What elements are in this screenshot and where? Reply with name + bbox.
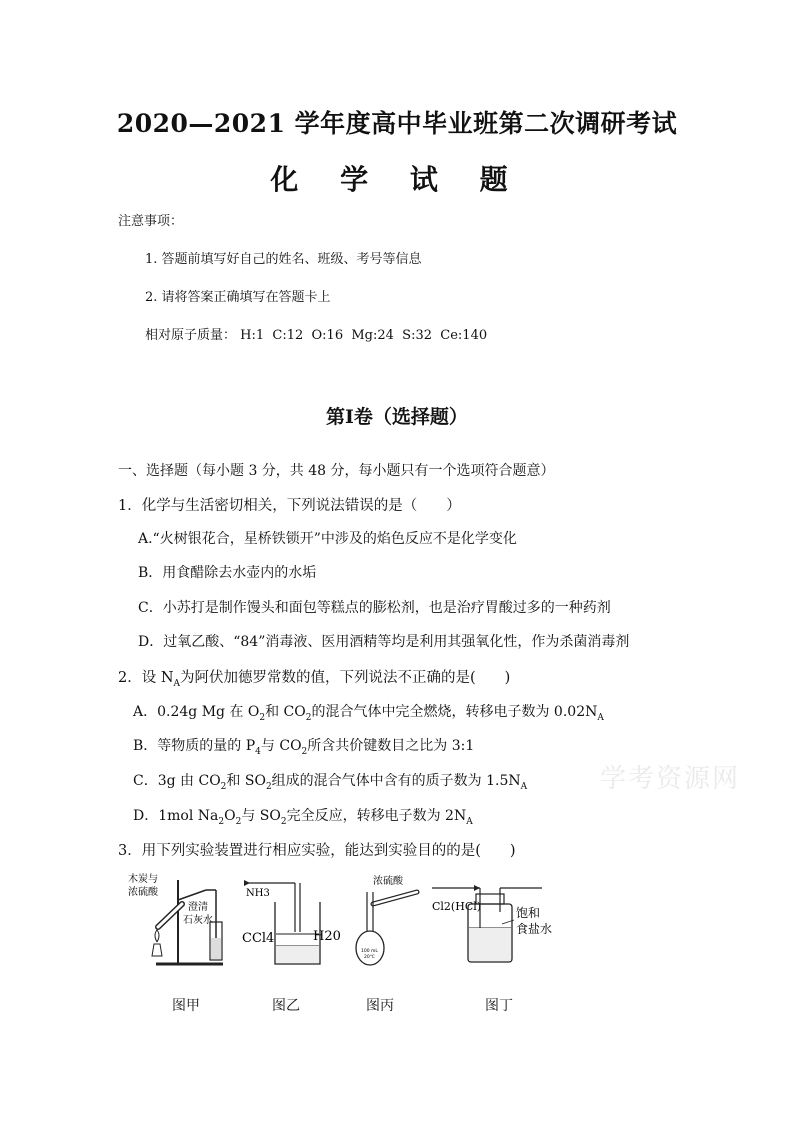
yi-liquid-1: CCl4 [242,931,275,946]
bing-label: 浓硫酸 [373,876,403,887]
yi-liquid-2: H20 [313,929,341,944]
question-3-stem: 3．用下列实验装置进行相应实验，能达到实验目的的是( ) [118,843,516,859]
notice-heading: 注意事项： [118,214,184,229]
q2-option-a: A．0.24g Mg 在 $O_2$和 $CO_2$的混合气体中完全燃烧，转移电子数为 $0.02N_A$ [133,704,604,723]
notice-item-2: 2. 请将答案正确填写在答题卡上 [145,290,331,305]
jia-label-3: 澄清 [188,902,208,913]
q2-option-b: B．等物质的量的 $P_4$与 $CO_2$所含共价键数目之比为 3:1 [133,738,475,757]
bing-flask-temp: 20℃ [364,955,375,960]
section-title: 第Ⅰ卷（选择题） [326,406,468,428]
jia-label-4: 石灰水 [183,915,213,926]
part1-instruction: 一、选择题（每小题 3 分，共 48 分，每小题只有一个选项符合题意） [118,463,555,479]
q2-option-c: C．3g 由 $CO_2$和 $SO_2$组成的混合气体中含有的质子数为 $1.5N_A$ [133,773,528,792]
figure-yi-apparatus [240,872,345,972]
ding-label-2: 食盐水 [516,922,553,936]
yi-gas-label: NH3 [246,888,270,899]
atomic-masses: 相对原子质量： H:1 C:12 O:16 Mg:24 S:32 Ce:140 [145,328,488,343]
q1-option-d: D．过氧乙酸、“84”消毒液、医用酒精等均是利用其强氧化性，作为杀菌消毒剂 [138,634,630,650]
figure-ding-apparatus [432,872,562,972]
q1-option-c: C．小苏打是制作馒头和面包等糕点的膨松剂，也是治疗胃酸过多的一种药剂 [138,600,611,616]
bing-flask-volume: 100 mL [361,949,378,954]
exam-subject: 化 学 试 题 [270,163,524,196]
jia-label-2: 浓硫酸 [128,887,158,898]
q2-option-d: D．1mol $Na_2O_2$与 $SO_2$完全反应，转移电子数为 $2N_A$ [133,808,473,827]
jia-label-1: 木炭与 [128,874,158,885]
watermark: 学考资源网 [600,764,741,794]
notice-item-1: 1. 答题前填写好自己的姓名、班级、考号等信息 [145,252,422,267]
q1-option-b: B．用食醋除去水壶内的水垢 [138,565,317,581]
question-2-stem: 2．设 $N_A$为阿伏加德罗常数的值，下列说法不正确的是( ) [118,670,511,689]
q1-option-a: A.“火树银花合，星桥铁锁开”中涉及的焰色反应不是化学变化 [138,531,517,547]
caption-bing: 图丙 [366,998,394,1014]
caption-yi: 图乙 [272,998,300,1014]
ding-gas-label: Cl2(HCl) [432,900,482,913]
question-1-stem: 1．化学与生活密切相关，下列说法错误的是（ ） [118,498,461,514]
caption-ding: 图丁 [485,998,513,1014]
figure-jia-apparatus [128,872,228,972]
exam-title: 2020—2021 学年度高中毕业班第二次调研考试 [116,109,678,138]
figure-bing-apparatus [355,872,425,972]
ding-label-1: 饱和 [516,906,541,920]
caption-jia: 图甲 [172,998,200,1014]
